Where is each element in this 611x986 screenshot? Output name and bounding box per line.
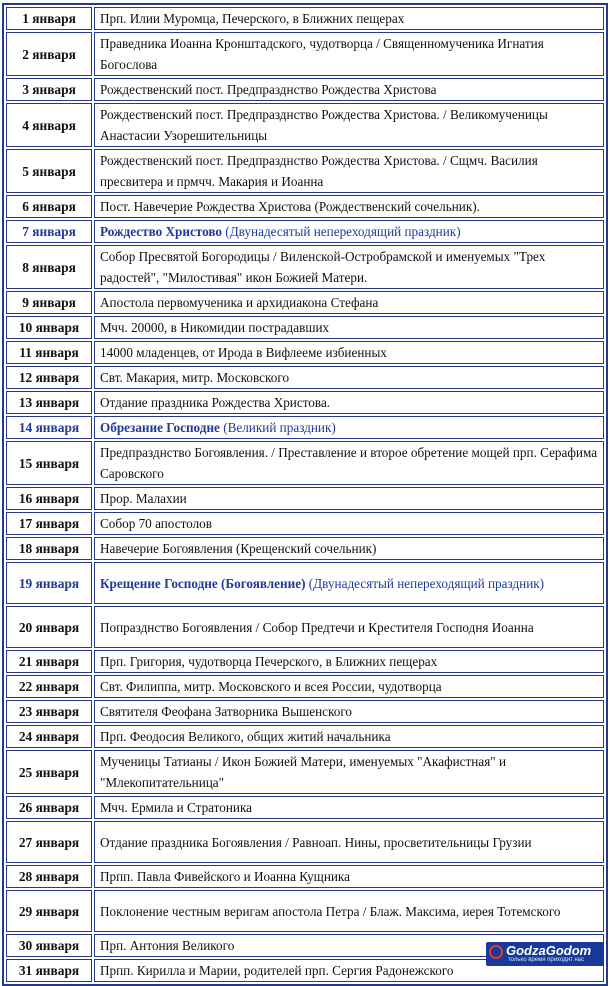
date-cell: 10 января	[6, 316, 92, 339]
feast-cell: Предпразднство Богоявления. / Преставление и второе обретение мощей прп. Серафима Саровского	[94, 441, 604, 485]
feast-cell: Прпп. Павла Фивейского и Иоанна Кущника	[94, 865, 604, 888]
feast-cell: Отдание праздника Богоявления / Равноап. Нины, просветительницы Грузии	[94, 821, 604, 863]
calendar-row	[6, 821, 604, 863]
calendar-row	[6, 512, 604, 535]
date-cell: 26 января	[6, 796, 92, 819]
feast-cell: 14000 младенцев, от Ирода в Вифлееме избиенных	[94, 341, 604, 364]
calendar-row	[6, 537, 604, 560]
feast-note: (Великий праздник)	[219, 420, 336, 435]
date-cell: 31 января	[6, 959, 92, 982]
feast-cell: Мчч. 20000, в Никомидии пострадавших	[94, 316, 604, 339]
feast-cell: Прор. Малахии	[94, 487, 604, 510]
feast-cell: Поклонение честным веригам апостола Петра / Блаж. Максима, иерея Тотемского	[94, 890, 604, 932]
calendar-row	[6, 750, 604, 794]
date-cell: 5 января	[6, 149, 92, 193]
calendar-row	[6, 416, 604, 439]
feast-cell: Свт. Макария, митр. Московского	[94, 366, 604, 389]
calendar-row	[6, 103, 604, 147]
feast-cell: Отдание праздника Рождества Христова.	[94, 391, 604, 414]
calendar-row	[6, 606, 604, 648]
calendar-row	[6, 890, 604, 932]
feast-cell	[94, 562, 604, 604]
date-cell: 28 января	[6, 865, 92, 888]
feast-cell: Праведника Иоанна Кронштадского, чудотворца / Священномученика Игнатия Богослова	[94, 32, 604, 76]
calendar-row	[6, 7, 604, 30]
calendar-row	[6, 291, 604, 314]
feast-cell: Рождественский пост. Предпразднство Рождества Христова. / Сщмч. Василия пресвитера и прмчч. Макария и Иоанна	[94, 149, 604, 193]
date-cell: 2 января	[6, 32, 92, 76]
calendar-row	[6, 220, 604, 243]
feast-note: (Двунадесятый непереходящий праздник)	[305, 575, 545, 591]
date-cell: 24 января	[6, 725, 92, 748]
calendar-row	[6, 149, 604, 193]
date-cell: 15 января	[6, 441, 92, 485]
feast-title: Рождество Христово	[100, 224, 222, 239]
watermark-logo	[486, 942, 604, 966]
calendar-row	[6, 366, 604, 389]
date-cell: 19 января	[6, 562, 92, 604]
calendar-row	[6, 195, 604, 218]
date-cell: 4 января	[6, 103, 92, 147]
feast-cell: Собор 70 апостолов	[94, 512, 604, 535]
calendar-row	[6, 700, 604, 723]
feast-cell: Попразднство Богоявления / Собор Предтечи и Крестителя Господня Иоанна	[94, 606, 604, 648]
calendar-row	[6, 245, 604, 289]
date-cell: 30 января	[6, 934, 92, 957]
feast-cell: Прп. Григория, чудотворца Печерского, в Ближних пещерах	[94, 650, 604, 673]
calendar-row	[6, 865, 604, 888]
calendar-row	[6, 650, 604, 673]
calendar-row	[6, 32, 604, 76]
feast-note: (Двунадесятый непереходящий праздник)	[222, 224, 461, 239]
date-cell: 13 января	[6, 391, 92, 414]
feast-cell: Прпп. Кирилла и Марии, родителей прп. Сергия Радонежского	[94, 959, 604, 982]
watermark-tagline: только время приходит нас	[508, 957, 585, 963]
calendar-row	[6, 796, 604, 819]
feast-cell: Собор Пресвятой Богородицы / Виленской-Остробрамской и именуемых "Трех радостей", "Милостивая" икон Божией Матери.	[94, 245, 604, 289]
date-cell: 21 января	[6, 650, 92, 673]
calendar-row	[6, 78, 604, 101]
date-cell: 25 января	[6, 750, 92, 794]
feast-cell: Свт. Филиппа, митр. Московского и всея России, чудотворца	[94, 675, 604, 698]
calendar-row	[6, 316, 604, 339]
feast-cell: Пост. Навечерие Рождества Христова (Рождественский сочельник).	[94, 195, 604, 218]
calendar-row	[6, 391, 604, 414]
date-cell: 3 января	[6, 78, 92, 101]
date-cell: 12 января	[6, 366, 92, 389]
calendar-row	[6, 675, 604, 698]
calendar-body	[6, 7, 604, 982]
calendar-row	[6, 487, 604, 510]
feast-cell	[94, 220, 604, 243]
feast-title: Крещение Господне (Богоявление)	[100, 575, 306, 591]
calendar-row	[6, 341, 604, 364]
date-cell: 1 января	[6, 7, 92, 30]
feast-cell: Прп. Антония Великого	[94, 934, 604, 957]
feast-cell: Мученицы Татианы / Икон Божией Матери, именуемых "Акафистная" и "Млекопитательница"	[94, 750, 604, 794]
date-cell: 29 января	[6, 890, 92, 932]
date-cell: 18 января	[6, 537, 92, 560]
feast-cell: Святителя Феофана Затворника Вышенского	[94, 700, 604, 723]
logo-circle-icon	[489, 945, 503, 959]
date-cell: 14 января	[6, 416, 92, 439]
calendar-table	[2, 3, 608, 986]
feast-title: Обрезание Господне	[100, 420, 220, 435]
feast-cell: Апостола первомученика и архидиакона Стефана	[94, 291, 604, 314]
watermark-name: GodzaGodom	[506, 943, 592, 958]
feast-cell: Навечерие Богоявления (Крещенский сочельник)	[94, 537, 604, 560]
date-cell: 6 января	[6, 195, 92, 218]
date-cell: 8 января	[6, 245, 92, 289]
date-cell: 22 января	[6, 675, 92, 698]
date-cell: 7 января	[6, 220, 92, 243]
date-cell: 23 января	[6, 700, 92, 723]
feast-cell	[94, 416, 604, 439]
date-cell: 20 января	[6, 606, 92, 648]
feast-cell: Прп. Илии Муромца, Печерского, в Ближних пещерах	[94, 7, 604, 30]
calendar-row	[6, 562, 604, 604]
date-cell: 27 января	[6, 821, 92, 863]
feast-cell: Мчч. Ермила и Стратоника	[94, 796, 604, 819]
calendar-row	[6, 441, 604, 485]
date-cell: 16 января	[6, 487, 92, 510]
date-cell: 11 января	[6, 341, 92, 364]
feast-cell: Рождественский пост. Предпразднство Рождества Христова	[94, 78, 604, 101]
date-cell: 17 января	[6, 512, 92, 535]
calendar-row	[6, 725, 604, 748]
date-cell: 9 января	[6, 291, 92, 314]
feast-cell: Прп. Феодосия Великого, общих житий начальника	[94, 725, 604, 748]
feast-cell: Рождественский пост. Предпразднство Рождества Христова. / Великомученицы Анастасии Узорешительницы	[94, 103, 604, 147]
